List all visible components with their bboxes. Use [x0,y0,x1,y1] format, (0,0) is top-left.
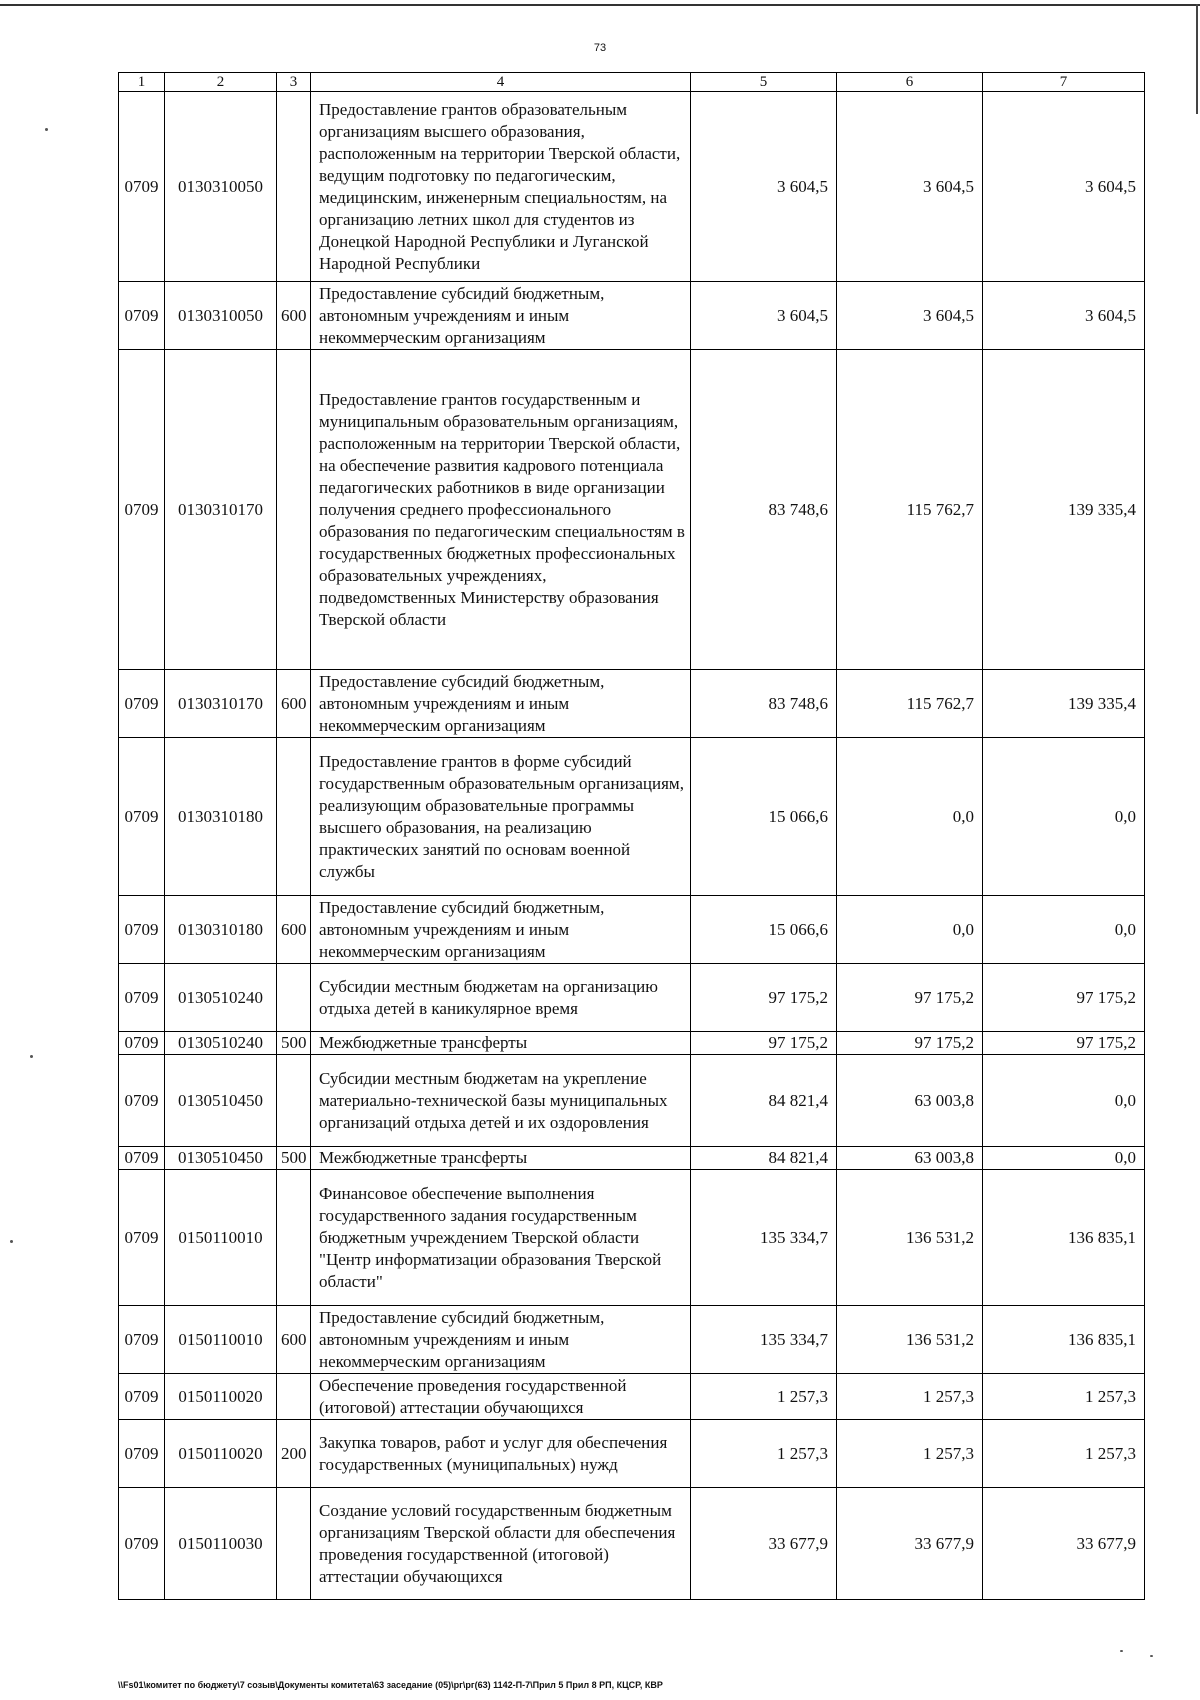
table-row [119,350,1145,670]
section-code: 0709 [119,896,165,964]
target-article-code: 0130310170 [165,670,277,738]
amount-col5: 83 748,6 [691,670,837,738]
item-description: Предоставление грантов государственным и муниципальным образовательным организациям, расположенным на территории Тверской области, на обеспечение развития кадрового потенциала педагогических работников в виде организации получения среднего профессионального образования по педагогическим специальностям в государственных бюджетных профессиональных образовательных учреждениях, подведомственных Министерству образования Тверской области [311,350,691,670]
expense-type-code: 600 [277,282,311,350]
target-article-code: 0130310170 [165,350,277,670]
amount-col5: 135 334,7 [691,1170,837,1306]
expense-type-code [277,1055,311,1147]
target-article-code: 0150110020 [165,1374,277,1420]
section-code: 0709 [119,1055,165,1147]
target-article-code: 0130310180 [165,738,277,896]
table-row [119,896,1145,964]
amount-col7: 136 835,1 [983,1306,1145,1374]
amount-col6: 1 257,3 [837,1374,983,1420]
amount-col5: 1 257,3 [691,1420,837,1488]
amount-col6: 136 531,2 [837,1170,983,1306]
section-code: 0709 [119,282,165,350]
header-cell: 4 [311,73,691,92]
amount-col6: 3 604,5 [837,92,983,282]
scan-speck [1150,1655,1153,1657]
expense-type-code: 500 [277,1032,311,1055]
section-code: 0709 [119,1420,165,1488]
section-code: 0709 [119,1147,165,1170]
section-code: 0709 [119,1032,165,1055]
amount-col5: 33 677,9 [691,1488,837,1600]
amount-col7: 0,0 [983,1147,1145,1170]
amount-col6: 1 257,3 [837,1420,983,1488]
expense-type-code: 600 [277,670,311,738]
amount-col7: 33 677,9 [983,1488,1145,1600]
table-row [119,1420,1145,1488]
item-description: Обеспечение проведения государственной (итоговой) аттестации обучающихся [311,1374,691,1420]
target-article-code: 0150110010 [165,1306,277,1374]
amount-col6: 3 604,5 [837,282,983,350]
item-description: Предоставление субсидий бюджетным, автономным учреждениям и иным некоммерческим организациям [311,1306,691,1374]
amount-col5: 15 066,6 [691,896,837,964]
table-row [119,964,1145,1032]
item-description: Субсидии местным бюджетам на укрепление материально-технической базы муниципальных организаций отдыха детей и их оздоровления [311,1055,691,1147]
amount-col6: 97 175,2 [837,1032,983,1055]
table-row [119,92,1145,282]
section-code: 0709 [119,1488,165,1600]
expense-type-code [277,1374,311,1420]
table-row [119,1374,1145,1420]
target-article-code: 0130510240 [165,964,277,1032]
amount-col6: 0,0 [837,896,983,964]
expense-type-code [277,92,311,282]
amount-col6: 0,0 [837,738,983,896]
section-code: 0709 [119,92,165,282]
scan-speck [30,1055,33,1058]
amount-col5: 3 604,5 [691,282,837,350]
expense-type-code: 600 [277,896,311,964]
header-cell: 5 [691,73,837,92]
amount-col7: 97 175,2 [983,964,1145,1032]
section-code: 0709 [119,1170,165,1306]
target-article-code: 0130510450 [165,1147,277,1170]
amount-col7: 1 257,3 [983,1420,1145,1488]
header-cell: 1 [119,73,165,92]
amount-col7: 139 335,4 [983,670,1145,738]
expense-type-code: 500 [277,1147,311,1170]
table-row [119,1032,1145,1055]
amount-col5: 97 175,2 [691,1032,837,1055]
target-article-code: 0150110030 [165,1488,277,1600]
target-article-code: 0130510240 [165,1032,277,1055]
target-article-code: 0150110020 [165,1420,277,1488]
amount-col7: 1 257,3 [983,1374,1145,1420]
budget-table [118,72,1145,1600]
header-cell: 6 [837,73,983,92]
target-article-code: 0130310050 [165,92,277,282]
item-description: Предоставление грантов образовательным организациям высшего образования, расположенным на территории Тверской области, ведущим подготовку по педагогическим, медицинским, инженерным специальностям, на организацию летних школ для студентов из Донецкой Народной Республики и Луганской Народной Республики [311,92,691,282]
section-code: 0709 [119,1306,165,1374]
amount-col6: 63 003,8 [837,1147,983,1170]
scan-speck [1120,1650,1123,1652]
table-row [119,1055,1145,1147]
amount-col7: 136 835,1 [983,1170,1145,1306]
amount-col5: 135 334,7 [691,1306,837,1374]
expense-type-code [277,738,311,896]
section-code: 0709 [119,964,165,1032]
header-row [119,73,1145,92]
item-description: Предоставление грантов в форме субсидий государственным образовательным организациям, реализующим образовательные программы высшего образования, на реализацию практических занятий по основам военной службы [311,738,691,896]
page-number: 73 [593,42,607,54]
item-description: Субсидии местным бюджетам на организацию отдыха детей в каникулярное время [311,964,691,1032]
amount-col6: 63 003,8 [837,1055,983,1147]
item-description: Межбюджетные трансферты [311,1147,691,1170]
amount-col7: 97 175,2 [983,1032,1145,1055]
header-cell: 7 [983,73,1145,92]
header-cell: 3 [277,73,311,92]
table-row [119,738,1145,896]
target-article-code: 0150110010 [165,1170,277,1306]
table-row [119,282,1145,350]
amount-col5: 15 066,6 [691,738,837,896]
expense-type-code [277,964,311,1032]
expense-type-code: 600 [277,1306,311,1374]
item-description: Создание условий государственным бюджетным организациям Тверской области для обеспечения проведения государственной (итоговой) аттестации обучающихся [311,1488,691,1600]
amount-col5: 97 175,2 [691,964,837,1032]
section-code: 0709 [119,738,165,896]
amount-col5: 84 821,4 [691,1055,837,1147]
scan-edge-top [0,4,1200,6]
amount-col6: 136 531,2 [837,1306,983,1374]
amount-col6: 115 762,7 [837,670,983,738]
table-row [119,670,1145,738]
amount-col7: 0,0 [983,738,1145,896]
amount-col5: 83 748,6 [691,350,837,670]
section-code: 0709 [119,350,165,670]
amount-col6: 115 762,7 [837,350,983,670]
item-description: Межбюджетные трансферты [311,1032,691,1055]
amount-col5: 1 257,3 [691,1374,837,1420]
target-article-code: 0130510450 [165,1055,277,1147]
amount-col6: 97 175,2 [837,964,983,1032]
expense-type-code: 200 [277,1420,311,1488]
target-article-code: 0130310050 [165,282,277,350]
amount-col7: 3 604,5 [983,282,1145,350]
amount-col7: 0,0 [983,896,1145,964]
table-row [119,1488,1145,1600]
amount-col7: 3 604,5 [983,92,1145,282]
item-description: Предоставление субсидий бюджетным, автономным учреждениям и иным некоммерческим организациям [311,896,691,964]
item-description: Предоставление субсидий бюджетным, автономным учреждениям и иным некоммерческим организациям [311,670,691,738]
expense-type-code [277,1170,311,1306]
target-article-code: 0130310180 [165,896,277,964]
section-code: 0709 [119,670,165,738]
table-row [119,1170,1145,1306]
amount-col6: 33 677,9 [837,1488,983,1600]
expense-type-code [277,350,311,670]
item-description: Предоставление субсидий бюджетным, автономным учреждениям и иным некоммерческим организациям [311,282,691,350]
amount-col5: 3 604,5 [691,92,837,282]
scan-speck [10,1240,13,1243]
amount-col5: 84 821,4 [691,1147,837,1170]
amount-col7: 139 335,4 [983,350,1145,670]
file-path-footer: \\Fs01\комитет по бюджету\7 созыв\Документы комитета\63 заседание (05)\рг\рг(63) 1142-П-7\Прил 5 Прил 8 РП, КЦСР, КВР [118,1680,663,1690]
header-cell: 2 [165,73,277,92]
item-description: Финансовое обеспечение выполнения государственного задания государственным бюджетным учреждением Тверской области "Центр информатизации образования Тверской области" [311,1170,691,1306]
section-code: 0709 [119,1374,165,1420]
amount-col7: 0,0 [983,1055,1145,1147]
table-row [119,1147,1145,1170]
table-row [119,1306,1145,1374]
item-description: Закупка товаров, работ и услуг для обеспечения государственных (муниципальных) нужд [311,1420,691,1488]
scan-edge-right [1196,4,1198,114]
scan-speck [45,128,48,131]
expense-type-code [277,1488,311,1600]
